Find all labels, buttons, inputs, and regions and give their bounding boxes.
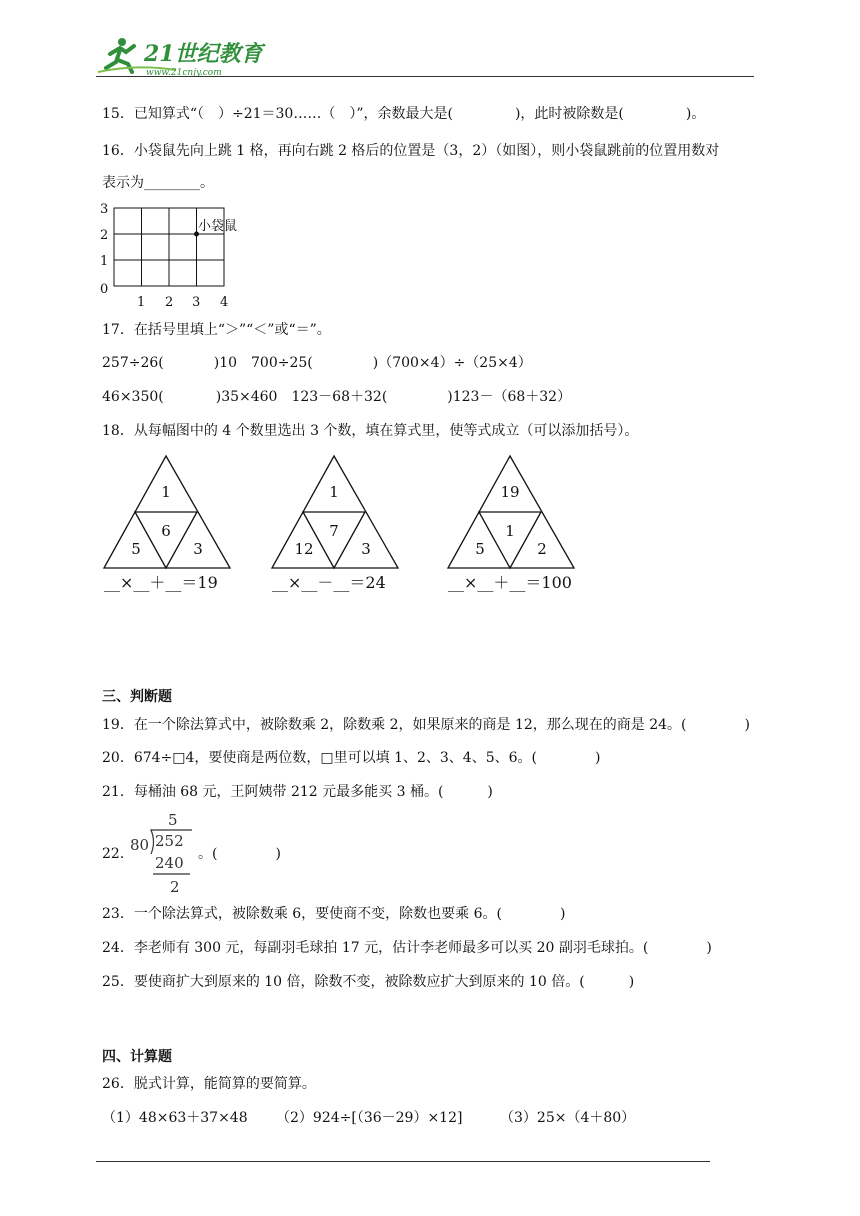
question-17-title: 17．在括号里填上“＞”“＜”或“＝”。 [102, 322, 331, 338]
question-26-part3: （3）25×（4＋80） [500, 1110, 636, 1126]
section-4-heading: 四、计算题 [102, 1049, 172, 1065]
triangle-figure [270, 452, 420, 592]
grid-x-label: 3 [192, 295, 201, 310]
division-divisor: 80 [130, 836, 150, 854]
triangle-center-number: 1 [505, 522, 515, 540]
section-3-heading: 三、判断题 [102, 689, 172, 705]
grid-y-label: 0 [100, 282, 109, 297]
triangle-top-number: 1 [161, 483, 171, 501]
division-quotient: 5 [168, 811, 178, 829]
triangle-figure [102, 452, 252, 592]
question-15: 15．已知算式“（ ）÷21＝30……（ ）”，余数最大是( )，此时被除数是( )。 [102, 106, 706, 122]
question-18-title: 18．从每幅图中的 4 个数里选出 3 个数，填在算式里，使等式成立（可以添加括号）。 [102, 423, 639, 439]
triangle-equation: __×__＋__＝100 [448, 573, 572, 592]
question-17-row2: 46×350( )35×460 123－68＋32( )123－（68＋32） [102, 389, 572, 405]
question-23: 23．一个除法算式，被除数乘 6，要使商不变，除数也要乘 6。( ) [102, 906, 566, 922]
triangle-center-number: 7 [329, 522, 339, 540]
triangle-figure [446, 452, 596, 592]
logo-main-text: 21世纪教育 [144, 41, 263, 67]
grid-y-label: 1 [100, 254, 109, 269]
runner-icon [96, 34, 266, 78]
grid-y-label: 3 [100, 202, 109, 217]
question-25: 25．要使商扩大到原来的 10 倍，除数不变，被除数应扩大到原来的 10 倍。( ) [102, 974, 635, 990]
triangle-equation: __×__－__＝24 [272, 573, 386, 592]
grid-x-label: 2 [165, 295, 174, 310]
question-26-part1: （1）48×63＋37×48 [102, 1110, 248, 1126]
kangaroo-label: 小袋鼠 [198, 219, 238, 234]
division-dividend: 252 [155, 832, 184, 850]
question-26-part2: （2）924÷[（36－29）×12] [276, 1110, 463, 1126]
triangle-top-number: 1 [329, 483, 339, 501]
grid-y-label: 2 [100, 228, 109, 243]
footer-divider [96, 1161, 710, 1162]
triangle-equation: __×__＋__＝19 [104, 573, 218, 592]
question-24: 24．李老师有 300 元，每副羽毛球拍 17 元，估计李老师最多可以买 20 副羽毛球拍。( ) [102, 940, 712, 956]
division-product: 240 [155, 854, 184, 872]
triangle-right-number: 2 [537, 540, 547, 558]
question-16-line2: 表示为________。 [102, 175, 214, 191]
header-divider [96, 76, 754, 77]
triangle-center-number: 6 [161, 522, 171, 540]
long-division-figure [128, 810, 198, 896]
question-26-title: 26．脱式计算，能简算的要简算。 [102, 1076, 316, 1092]
division-remainder: 2 [170, 878, 180, 896]
triangle-right-number: 3 [361, 540, 371, 558]
triangle-left-number: 5 [131, 540, 141, 558]
logo-url-text: www.21cnjy.com [146, 68, 222, 78]
question-19: 19．在一个除法算式中，被除数乘 2，除数乘 2，如果原来的商是 12，那么现在的商是 24。( ) [102, 717, 750, 733]
question-17-row1: 257÷26( )10 700÷25( )（700×4）÷（25×4） [102, 355, 532, 371]
question-21: 21．每桶油 68 元，王阿姨带 212 元最多能买 3 桶。( ) [102, 784, 493, 800]
triangle-left-number: 12 [294, 540, 314, 558]
site-logo [96, 34, 266, 78]
triangle-top-number: 19 [500, 483, 520, 501]
grid-x-label: 4 [220, 295, 229, 310]
triangle-right-number: 3 [193, 540, 203, 558]
triangle-left-number: 5 [475, 540, 485, 558]
question-22-tail: 。( ) [198, 846, 281, 862]
question-20: 20．674÷□4，要使商是两位数，□里可以填 1、2、3、4、5、6。( ) [102, 750, 601, 766]
coordinate-grid [96, 198, 256, 310]
grid-x-label: 1 [137, 295, 146, 310]
question-22-number: 22． [102, 846, 134, 862]
question-16-line1: 16．小袋鼠先向上跳 1 格，再向右跳 2 格后的位置是（3，2）（如图），则小袋鼠跳前的位置用数对 [102, 143, 720, 159]
